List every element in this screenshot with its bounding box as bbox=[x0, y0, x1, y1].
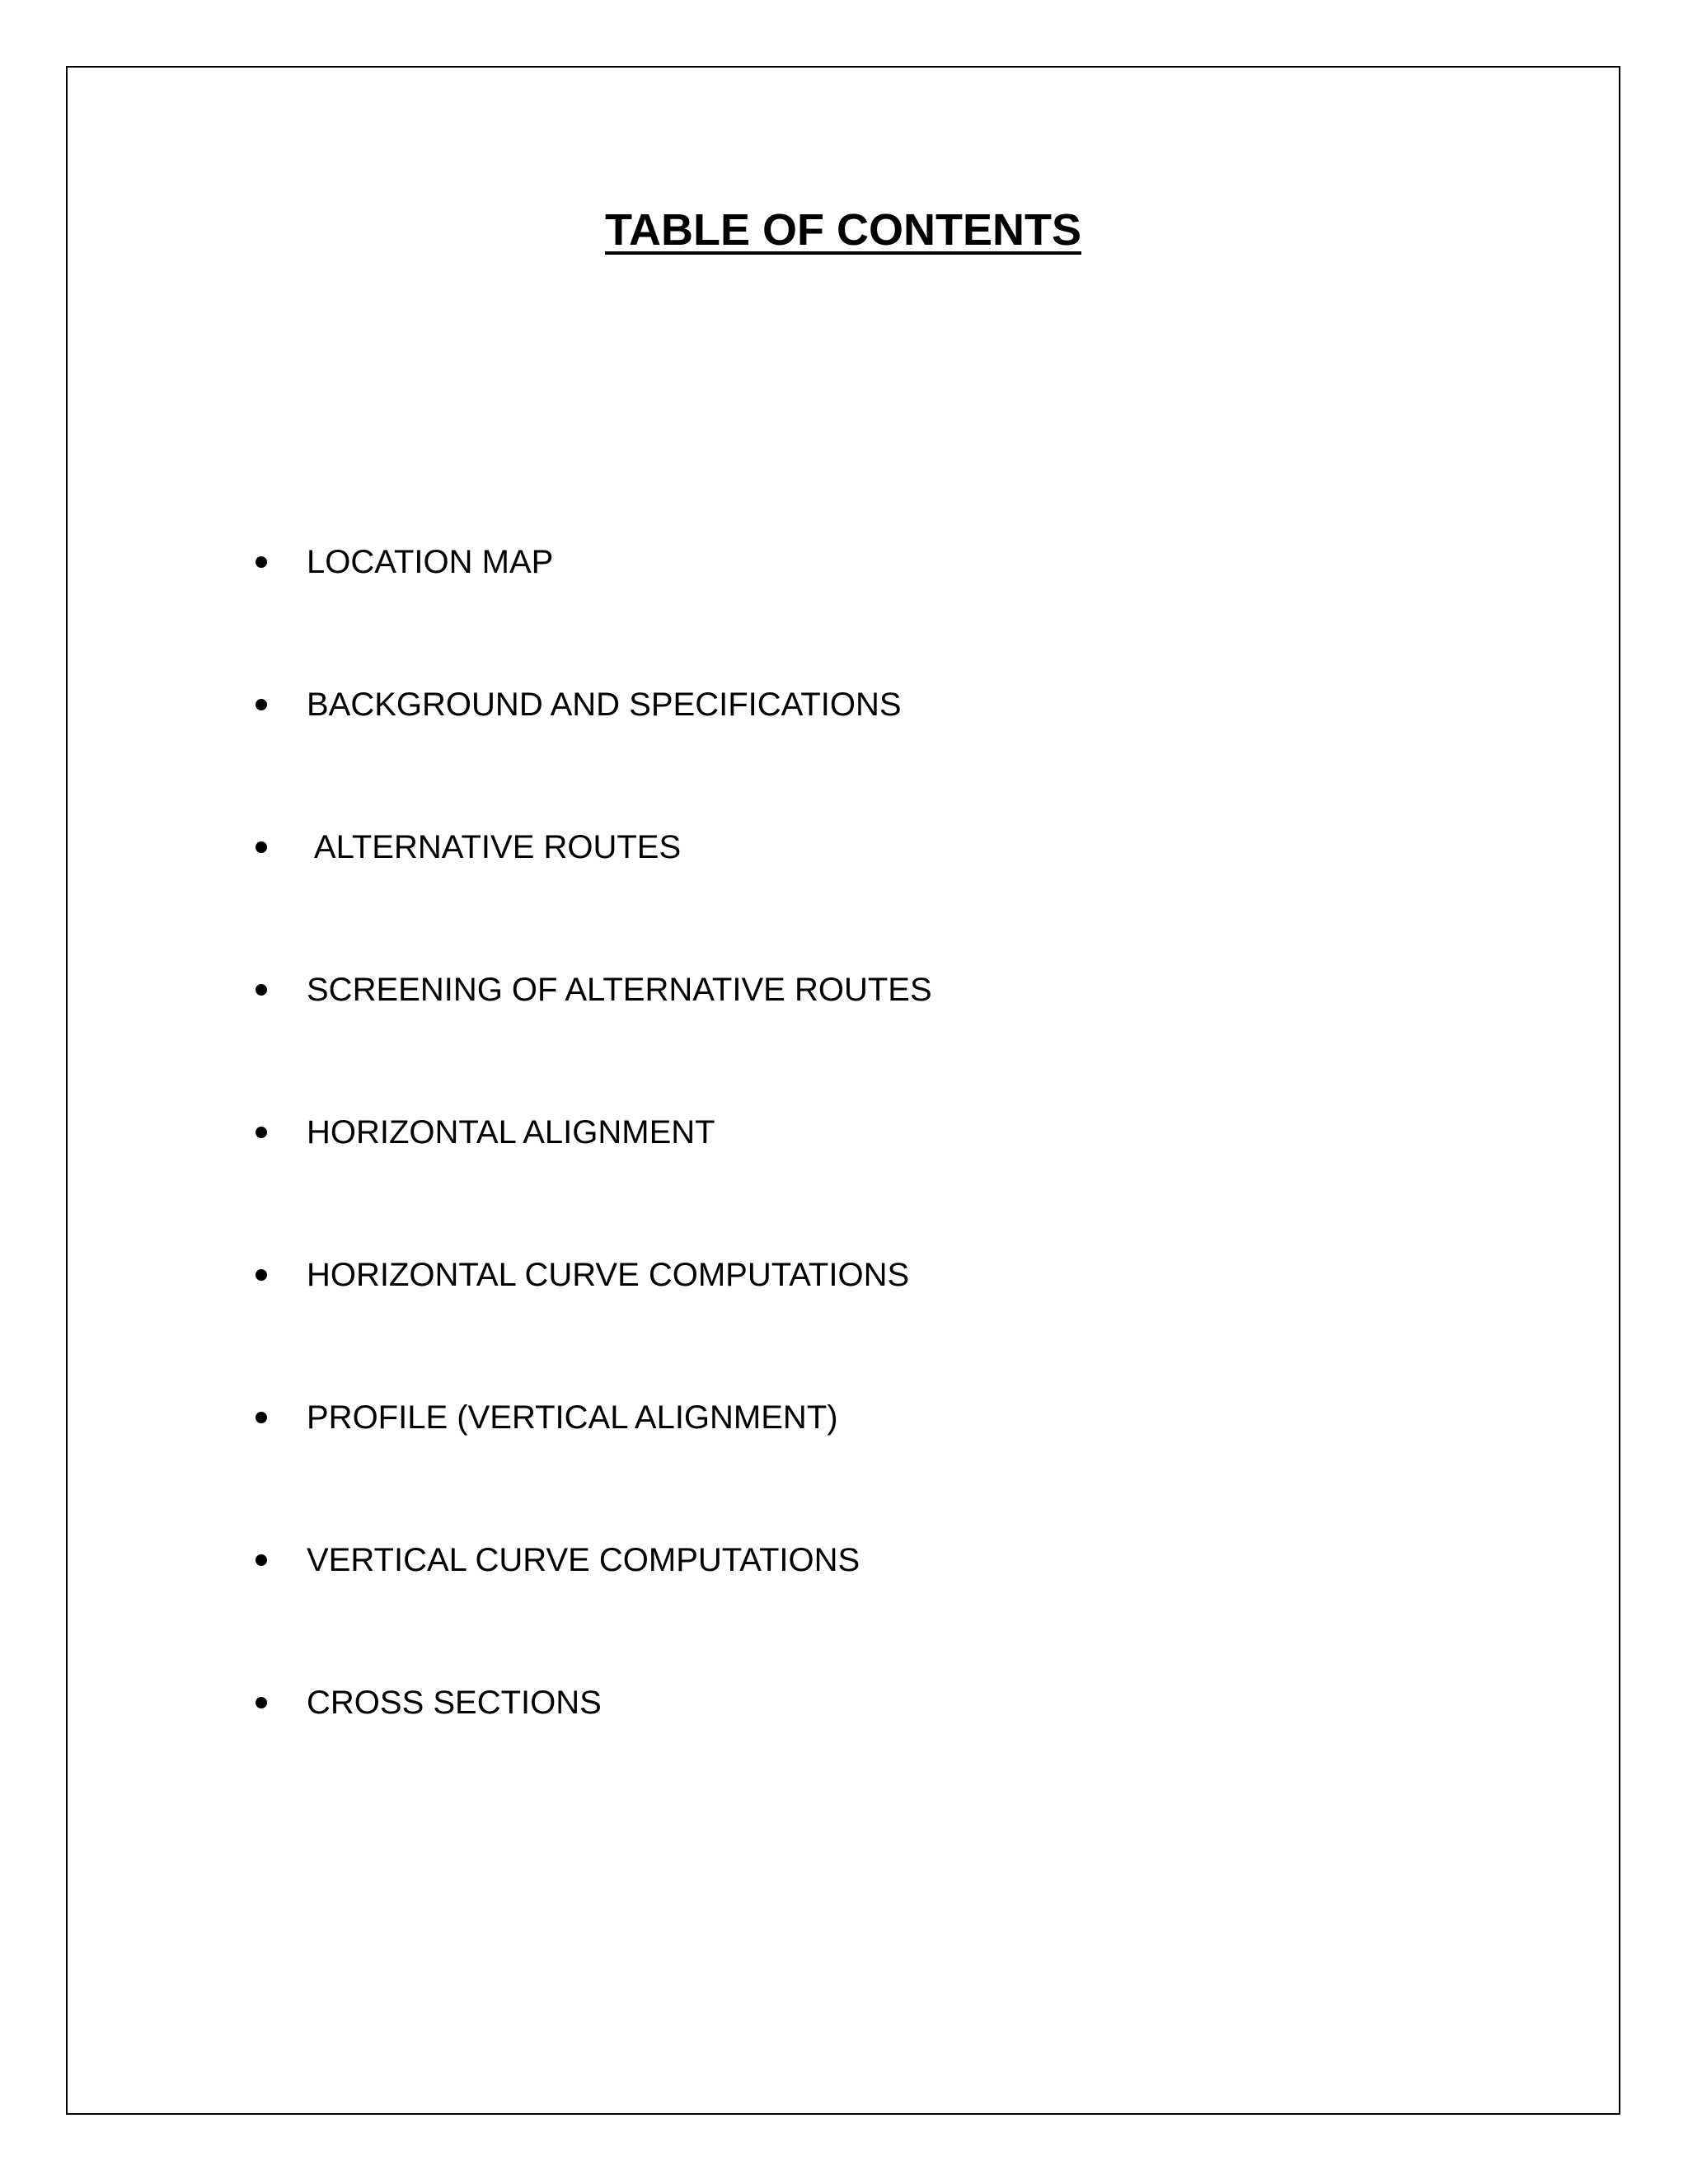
bullet-icon bbox=[256, 556, 267, 568]
page-title: TABLE OF CONTENTS bbox=[605, 205, 1081, 255]
toc-item-label: CROSS SECTIONS bbox=[307, 1685, 602, 1721]
bullet-icon bbox=[256, 1269, 267, 1281]
list-item bbox=[249, 1250, 909, 1300]
bullet-icon bbox=[256, 1412, 267, 1423]
toc-item-label: SCREENING OF ALTERNATIVE ROUTES bbox=[307, 972, 932, 1008]
toc-item-label: PROFILE (VERTICAL ALIGNMENT) bbox=[307, 1399, 838, 1436]
bullet-icon bbox=[256, 699, 267, 710]
toc-item-label: VERTICAL CURVE COMPUTATIONS bbox=[307, 1542, 860, 1578]
list-item bbox=[249, 537, 553, 587]
toc-list bbox=[68, 68, 1619, 2113]
bullet-icon bbox=[256, 984, 267, 996]
toc-item-label: HORIZONTAL CURVE COMPUTATIONS bbox=[307, 1257, 910, 1293]
bullet-icon bbox=[256, 841, 267, 853]
list-item bbox=[249, 1108, 715, 1157]
toc-item-label: BACKGROUND AND SPECIFICATIONS bbox=[307, 687, 902, 723]
list-item bbox=[249, 1535, 860, 1585]
bullet-icon bbox=[256, 1697, 267, 1708]
toc-item-label: LOCATION MAP bbox=[307, 544, 554, 580]
list-item bbox=[249, 1393, 838, 1442]
toc-item-label: ALTERNATIVE ROUTES bbox=[307, 829, 682, 865]
bullet-icon bbox=[256, 1554, 267, 1566]
page-border bbox=[66, 66, 1620, 2115]
list-item bbox=[249, 823, 681, 872]
list-item bbox=[249, 965, 932, 1015]
list-item bbox=[249, 1678, 602, 1727]
list-item bbox=[249, 680, 902, 729]
bullet-icon bbox=[256, 1127, 267, 1138]
toc-item-label: HORIZONTAL ALIGNMENT bbox=[307, 1114, 715, 1151]
